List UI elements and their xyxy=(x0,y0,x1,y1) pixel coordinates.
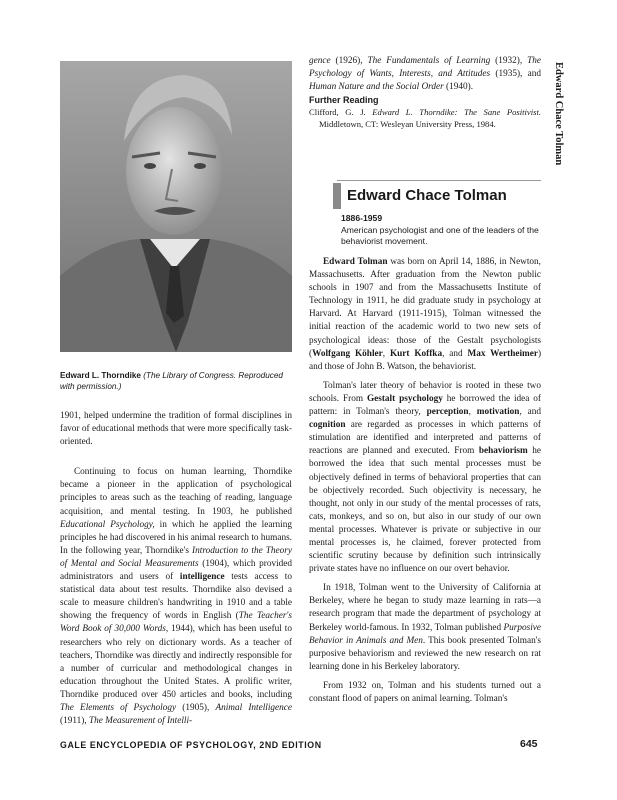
footer-publication: GALE ENCYCLOPEDIA OF PSYCHOLOGY, 2ND EDITION xyxy=(60,740,322,750)
book-title: Animal Intelligence xyxy=(215,702,292,713)
book-title: Edward L. Thorndike: The Sane Positivist. xyxy=(372,107,541,118)
entry-years: 1886-1959 xyxy=(341,213,383,223)
key-term: Gestalt psychology xyxy=(366,393,443,404)
book-title: The Psychology of Wants, Interests, and Attitudes xyxy=(309,56,541,80)
entry-bar xyxy=(333,183,341,209)
text-run: Clifford, G. J. xyxy=(309,107,373,118)
further-reading-heading: Further Reading xyxy=(309,95,379,106)
text-run: (1904), which provided administrators and users of xyxy=(60,558,292,583)
caption-credit: (The Library of Congress. Reproduced with permission.) xyxy=(60,371,283,391)
text-run: Middletown, CT: Wesleyan University Press, 1984. xyxy=(319,118,496,129)
entry-title-row xyxy=(309,183,541,209)
left-column xyxy=(60,410,292,728)
key-term: intelligence xyxy=(179,572,225,583)
key-term: Edward Tolman xyxy=(323,257,388,267)
key-term: cognition xyxy=(309,420,346,431)
book-title: Introduction to the Theory of Mental and Social Measurements xyxy=(60,545,292,569)
entry-description: American psychologist and one of the leaders of the behaviorist movement. xyxy=(341,225,539,246)
key-term: behaviorism xyxy=(478,446,528,457)
right-column-body xyxy=(309,256,541,706)
book-title: Educational Psychology, xyxy=(60,519,155,530)
text-run: ) and those of John B. Watson, the behaviorist. xyxy=(309,348,542,372)
text-run: , xyxy=(468,407,477,418)
portrait-photo xyxy=(60,61,292,352)
text-run: are regarded as processes in which patterns of stimulation are identified and interpreted and patterns of reactions are planned and executed. From xyxy=(309,420,541,457)
text-run: , and xyxy=(519,407,542,418)
text-run: (1905), xyxy=(176,702,216,713)
text-run: . This book presented Tolman's purposive behaviorism and reviewed the new research on rat learning done in his Berkeley laboratory. xyxy=(309,635,541,672)
book-title: gence xyxy=(309,56,331,66)
key-term: Kurt Koffka xyxy=(389,348,443,359)
book-title: Human Nature and the Social Order xyxy=(309,82,444,93)
key-term: perception xyxy=(426,407,469,418)
text-run: (1911), xyxy=(60,716,89,727)
key-term: motivation xyxy=(476,407,520,418)
entry-header xyxy=(309,180,541,247)
photo-caption xyxy=(60,370,292,392)
entry-title: Edward Chace Tolman xyxy=(347,187,507,204)
further-reading-item xyxy=(309,107,541,130)
text-run: (1932), xyxy=(490,56,528,66)
text-run: From 1932 on, Tolman and his students turned out a constant flood of papers on animal learning. Tolman's xyxy=(309,680,541,704)
paragraph-tolman-theory xyxy=(309,380,541,576)
paragraph-thorndike-career xyxy=(60,466,292,728)
text-run: tests access to statistical data about test results. Thorndike also devised a scale to measure children's handwriting in 1910 and a table showing the frequency of words in English ( xyxy=(60,572,292,622)
text-run: , and xyxy=(442,348,468,359)
key-term: Wolfgang Köhler xyxy=(312,348,383,359)
text-run: 1901, helped undermine the tradition of formal disciplines in favor of educational methods that were more specifically task-oriented. xyxy=(60,411,292,448)
text-run: he borrowed the idea of pattern: in Tolman's theory, xyxy=(309,393,542,418)
book-title: The Elements of Psychology xyxy=(60,702,177,713)
text-run: (1940). xyxy=(443,82,474,93)
book-title: The Measurement of Intelli- xyxy=(88,716,193,727)
book-title: Purposive Behavior in Animals and Men xyxy=(309,622,541,646)
paragraph-tolman-papers xyxy=(309,680,541,706)
text-run: Tolman's later theory of behavior is rooted in these two schools. From xyxy=(309,380,541,404)
text-run: 1944), which has been useful to researchers who rely on dictionary words. As a teacher of teachers, Thorndike was directly and indirectly responsible for a number of curricular and methodological changes in education throughout the United States. A prolific writer, Thorndike produced over 450 articles and books, including xyxy=(60,624,293,700)
text-run: he borrowed the idea that such mental processes must be objectively defined in terms of behavioral properties that can be objectively recorded. Such objectivity is necessary, he thought, not only in our study of the mental processes of rats, cats, monkeys, and so on, but also in our study of our own mental processes. Whatever is private or subjective in our mental processes is, he claimed, forever protected from scientific scrutiny because by definition such intrinsically private states have no influence on our overt behavior. xyxy=(309,446,541,575)
text-run: , xyxy=(382,348,390,359)
text-run: (1926), xyxy=(330,56,368,66)
caption-name: Edward L. Thorndike xyxy=(60,371,141,380)
footer-page-number: 645 xyxy=(520,738,538,750)
entry-rule xyxy=(337,180,541,181)
book-title: The Teacher's Word Book of 30,000 Words, xyxy=(60,611,293,635)
running-head-side: Edward Chace Tolman xyxy=(553,62,564,166)
paragraph-books-continued xyxy=(309,55,541,94)
right-column xyxy=(309,55,541,130)
text-run: (1935), and xyxy=(490,69,541,80)
text-run: was born on April 14, 1886, in Newton, Massachusetts. After graduation from the Newton public schools in 1907 and from the Massachusetts Institute of Technology in 1911, he did graduate study in psychology at Harvard. At Harvard (1911-1915), Tolman witnessed the initial reaction of the academic world to two new sets of psychological ideas: those of the Gestalt psychologists ( xyxy=(309,257,541,359)
paragraph-continued xyxy=(60,410,292,449)
paragraph-tolman-berkeley xyxy=(309,582,541,674)
paragraph-tolman-early-life xyxy=(309,256,541,374)
text-run: Continuing to focus on human learning, Thorndike became a pioneer in the application of psychological principles to areas such as the teaching of reading, language acquisition, and mental testing. In 1903, he published xyxy=(60,467,292,517)
key-term: Max Wertheimer xyxy=(467,348,538,359)
text-run: in which he applied the learning principles he had discovered in his animal research to humans. In the following year, Thorndike's xyxy=(60,519,292,556)
book-title: The Fundamentals of Learning xyxy=(367,56,491,66)
text-run: In 1918, Tolman went to the University of California at Berkeley, where he began to study maze learning in rats—a research program that made the department of psychology at Berkeley world-famous. In 1932, Tolman published xyxy=(309,583,541,633)
